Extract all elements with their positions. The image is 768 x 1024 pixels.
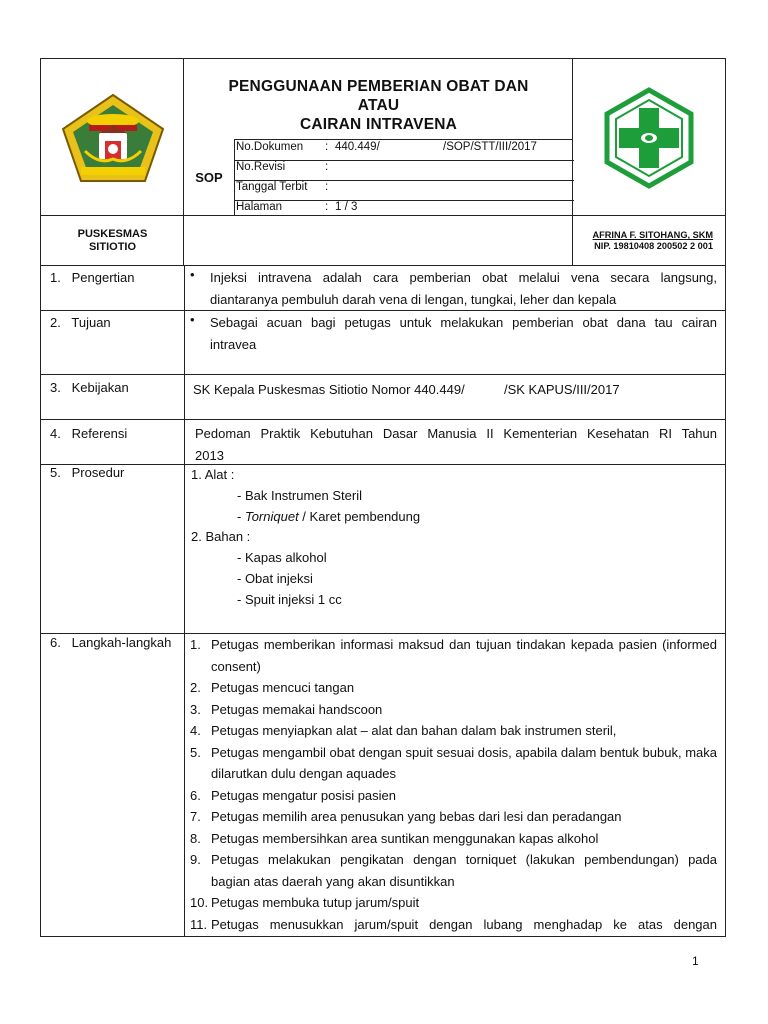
puskesmas-name [41,228,184,254]
step-number: 5. [190,744,201,760]
policy-text-a: SK Kepala Puskesmas Sitiotio Nomor 440.449/ [193,382,465,397]
section-number: 3. [50,380,61,395]
puskesmas-line: SITIOTIO [88,241,137,253]
section-label [41,380,184,395]
bahan-item: - Kapas alkohol [237,550,327,566]
section-content [184,266,725,310]
section-kebijakan [41,375,725,420]
section-title: Kebijakan [71,380,129,395]
bullet: • [190,267,195,282]
step-text: Petugas membersihkan area suntikan menggunakan kapas alkohol [211,830,599,846]
step-item [185,892,725,914]
puskesmas-line: PUSKESMAS [77,228,148,240]
bahan-item: - Spuit injeksi 1 cc [237,591,342,607]
meta-colon: : [325,181,329,193]
content-line: Sebagai acuan bagi petugas untuk melakukan pemberian obat dana tau cairan [210,315,717,330]
meta-value: 1 / 3 [335,201,358,213]
meta-colon: : [325,141,329,153]
step-item [185,914,725,936]
step-number: 10. [190,895,209,910]
step-text: Petugas menusukkan jarum/spuit dengan lubang menghadap ke atas dengan [211,916,717,932]
step-item [185,699,725,721]
section-number: 6. [50,635,61,650]
sop-label: SOP [195,170,223,185]
step-number: 11. [190,916,208,932]
section-pengertian [41,266,725,311]
section-title: Langkah-langkah [71,635,172,650]
section-title: Tujuan [71,315,111,330]
bahan-item: - Obat injeksi [237,570,313,586]
section-label [41,315,184,330]
content-line: 2013 [195,447,224,463]
step-text: Petugas mengatur posisi pasien [211,787,397,803]
section-langkah [41,634,725,936]
section-label [41,270,184,285]
section-number: 4. [50,426,61,441]
policy-text-b: /SK KAPUS/III/2017 [503,382,620,397]
section-number: 5. [50,465,61,480]
meta-label: Tanggal Terbit [236,181,308,193]
header-table [40,58,726,216]
meta-label: No.Revisi [236,161,286,173]
step-text: Petugas memakai handscoon [211,701,383,717]
document-meta [234,139,573,216]
section-tujuan [41,311,725,375]
section-number: 2. [50,315,61,330]
alat-item [191,507,717,528]
step-number: 2. [190,680,201,695]
step-number: 8. [190,830,201,846]
step-text: Petugas melakukan pengikatan dengan torniquet (lakukan pembendungan) pada bagian atas daerah yang akan disuntikkan [211,852,717,889]
signer-block [579,230,725,252]
meta-tanggal [235,180,574,201]
health-cross-icon [597,86,701,190]
signer-name: AFRINA F. SITOHANG, SKM [592,230,713,240]
content-line: Pedoman Praktik Kebutuhan Dasar Manusia II Kementerian Kesehatan RI Tahun [195,426,717,441]
section-content [184,311,725,374]
samosir-emblem-icon [59,91,167,185]
bullet: • [190,312,195,327]
step-item [185,720,725,742]
section-label [41,465,184,480]
section-title: Pengertian [71,270,135,285]
meta-value: 440.449/ [335,141,380,153]
steps-list [185,634,725,935]
step-text: Petugas membuka tutup jarum/spuit [211,895,420,910]
meta-label: Halaman [236,201,283,213]
content-line: Injeksi intravena adalah cara pemberian obat melalui vena secara langsung, [210,270,717,285]
step-text: Petugas memilih area penusukan yang bebas dari lesi dan peradangan [211,809,622,824]
dash: - [237,508,245,524]
section-content [184,634,725,936]
meta-no-revisi [235,160,574,181]
sub-header-row [40,216,726,266]
section-title: Prosedur [71,465,125,480]
alat-item-rest: / Karet pembendung [298,508,421,524]
step-item [185,785,725,807]
step-number: 1. [190,637,201,652]
alat-heading: 1. Alat : [191,467,235,482]
step-item [185,742,725,785]
meta-value-suffix: /SOP/STT/III/2017 [443,141,537,153]
meta-label: No.Dokumen [236,141,304,153]
sop-body-table [40,266,726,937]
policy-text [193,379,620,400]
section-number: 1. [50,270,61,285]
step-text: Petugas menyiapkan alat – alat dan bahan dalam bak instrumen steril, [211,723,617,738]
divider [572,216,573,265]
meta-colon: : [325,161,329,173]
alat-item-italic: Torniquet [244,508,299,524]
bahan-heading: 2. Bahan : [191,529,251,545]
content-line: intravea [210,336,257,352]
section-label [41,426,184,441]
document-title [184,77,573,134]
page-number: 1 [692,954,699,968]
title-line: PENGGUNAAN PEMBERIAN OBAT DAN [228,78,529,95]
section-referensi [41,420,725,465]
section-label [41,635,184,650]
district-logo [41,59,184,216]
meta-colon: : [325,201,329,213]
step-text: Petugas mencuci tangan [211,680,355,695]
title-line: CAIRAN INTRAVENA [299,116,458,133]
step-item [185,828,725,850]
puskesmas-logo [573,59,725,216]
step-item [185,806,725,828]
step-number: 6. [190,787,201,803]
step-text: Petugas memberikan informasi maksud dan tujuan tindakan kepada pasien (informed consent) [211,637,717,674]
step-number: 4. [190,723,201,738]
step-item [185,634,725,677]
signer-nip: NIP. 19810408 200502 2 001 [594,241,713,251]
section-content [184,375,725,419]
step-number: 3. [190,701,201,717]
title-line: ATAU [357,97,400,114]
section-title: Referensi [71,426,128,441]
step-number: 7. [190,809,201,824]
step-number: 9. [190,852,201,867]
alat-item: - Bak Instrumen Steril [237,487,362,503]
meta-no-dokumen [235,140,574,161]
section-prosedur [41,465,725,634]
section-content [184,465,725,633]
content-line: diantaranya pembuluh darah vena di lengan, tungkai, leher dan kepala [210,291,617,307]
step-item [185,677,725,699]
step-item [185,849,725,892]
step-text: Petugas mengambil obat dengan spuit sesuai dosis, apabila dalam bentuk bubuk, maka dilarutkan dulu dengan aquades [211,744,717,781]
section-content [184,420,725,464]
